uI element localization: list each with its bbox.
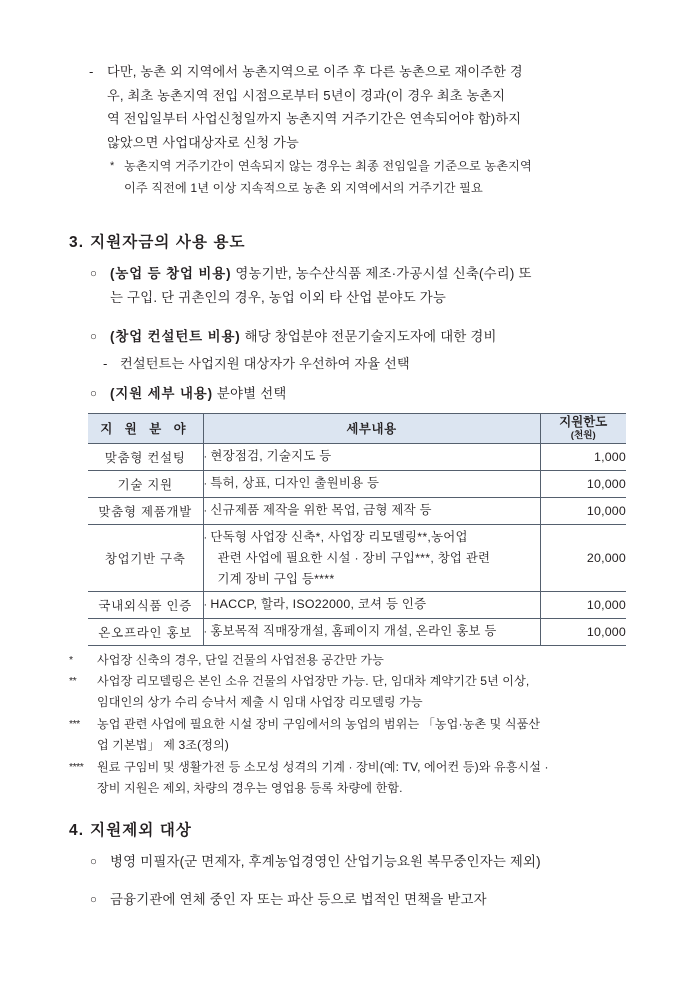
row-area: 맞춤형 컨설팅 <box>88 444 203 471</box>
row-detail-line: 특허, 상표, 디자인 출원비용 등 <box>210 476 380 491</box>
footnote-line: 임대인의 상가 수리 승낙서 제출 시 임대 사업장 리모델링 가능 <box>97 695 423 710</box>
row-detail <box>203 525 540 592</box>
dash-line-3: 역 전입일부터 사업신청일까지 농촌지역 거주기간은 연속되어야 함)하지 <box>107 111 522 126</box>
dash-marker: - <box>89 64 94 79</box>
bullet-text-exclusion-military: 병영 미필자(군 면제자, 후계농업경영인 산업기능요원 복무중인자는 제외) <box>110 854 541 869</box>
row-detail-line: 신규제품 제작을 위한 목업, 금형 제작 등 <box>210 503 432 518</box>
circle-bullet-icon: ○ <box>90 388 98 400</box>
footnote-marker: *** <box>69 718 80 730</box>
dash-line-2: 우, 최초 농촌지역 전입 시점으로부터 5년이 경과(이 경우 최초 농촌지 <box>107 87 506 103</box>
dash-line-1: 다만, 농촌 외 지역에서 농촌지역으로 이주 후 다른 농촌으로 재이주한 경 <box>107 64 523 79</box>
star-note-residency <box>110 156 640 199</box>
row-detail <box>203 498 540 525</box>
bullet-consultant-cost <box>90 325 639 349</box>
bullet-startup-cost <box>90 262 639 310</box>
bullet-label-consultant-cost: (창업 컨설턴트 비용) <box>110 329 241 344</box>
table-header-limit-unit: (천원) <box>570 429 596 441</box>
table-header-detail: 세부내용 <box>203 414 540 444</box>
row-amount: 10,000 <box>540 498 626 525</box>
footnote-line: 사업장 리모델링은 본인 소유 건물의 사업장만 가능. 단, 임대차 계약기간 5년 이상, <box>97 674 530 688</box>
footnote-3 <box>69 714 641 757</box>
table-row <box>88 444 626 471</box>
row-amount: 1,000 <box>540 444 626 471</box>
star-line-1: 농촌지역 거주기간이 연속되지 않는 경우는 최종 전임일을 기준으로 농촌지역 <box>124 159 532 173</box>
footnote-line: 장비 지원은 제외, 차량의 경우는 영업용 등록 차량에 한함. <box>97 781 403 796</box>
bullet-text-startup-cost-line-2: 는 구입. 단 귀촌인의 경우, 농업 이외 타 산업 분야도 가능 <box>110 290 447 305</box>
row-amount: 10,000 <box>540 471 626 498</box>
section-3-number: 3. <box>69 234 85 251</box>
bullet-exclusion-finance <box>90 888 639 912</box>
asterisk-marker: * <box>110 160 115 172</box>
detail-dot-icon: · <box>203 505 208 518</box>
bullet-text-support-detail: 분야별 선택 <box>216 386 287 401</box>
detail-dot-icon: · <box>203 478 208 491</box>
row-area: 창업기반 구축 <box>88 525 203 592</box>
row-amount: 10,000 <box>540 619 626 646</box>
table-row <box>88 619 626 646</box>
table-row <box>88 592 626 619</box>
row-area: 기술 지원 <box>88 471 203 498</box>
dash-line-4: 않았으면 사업대상자로 신청 가능 <box>107 134 299 150</box>
footnote-1 <box>69 650 639 671</box>
detail-dot-icon: · <box>203 626 208 639</box>
table-header-limit-main: 지원한도 <box>559 414 608 429</box>
row-detail-line: 홍보목적 직매장개설, 홈페이지 개설, 온라인 홍보 등 <box>210 624 497 639</box>
support-limit-table-wrap <box>88 413 626 646</box>
bullet-label-startup-cost: (농업 등 창업 비용) <box>110 266 232 281</box>
row-detail-line: 현장점검, 기술지도 등 <box>210 449 332 464</box>
row-amount: 20,000 <box>540 525 626 592</box>
row-detail <box>203 619 540 646</box>
star-line-2: 이주 직전에 1년 이상 지속적으로 농촌 외 지역에서의 거주기간 필요 <box>124 180 483 195</box>
bullet-support-detail <box>90 382 639 406</box>
footnote-marker: ** <box>69 675 77 687</box>
row-detail-line: HACCP, 할라, ISO22000, 코셔 등 인증 <box>210 597 427 612</box>
circle-bullet-icon: ○ <box>90 856 98 868</box>
dash-marker: - <box>103 356 108 371</box>
circle-bullet-icon: ○ <box>90 331 98 343</box>
support-limit-table <box>88 413 626 646</box>
detail-dot-icon: · <box>203 451 208 464</box>
footnote-marker: * <box>69 654 73 666</box>
table-row <box>88 471 626 498</box>
row-detail-line: 기계 장비 구입 등**** <box>217 571 335 586</box>
section-4-number: 4. <box>69 822 85 839</box>
bullet-exclusion-military <box>90 850 639 874</box>
footnote-line: 업 기본법」 제 3조(정의) <box>97 738 229 753</box>
row-area: 온오프라인 홍보 <box>88 619 203 646</box>
row-detail <box>203 471 540 498</box>
detail-dot-icon: · <box>203 531 208 544</box>
dash-paragraph-relocation <box>89 60 639 154</box>
detail-dot-icon: · <box>203 599 208 612</box>
row-area: 국내외식품 인증 <box>88 592 203 619</box>
section-4-heading <box>69 818 192 840</box>
table-row <box>88 525 626 592</box>
table-header-row <box>88 414 626 444</box>
footnote-2 <box>69 671 639 714</box>
row-detail <box>203 444 540 471</box>
bullet-text-consultant-cost: 해당 창업분야 전문기술지도자에 대한 경비 <box>244 329 497 344</box>
sub-dash-text: 컨설턴트는 사업지원 대상자가 우선하여 자율 선택 <box>120 356 410 371</box>
table-row <box>88 498 626 525</box>
row-detail <box>203 592 540 619</box>
section-4-title: 지원제외 대상 <box>90 822 192 839</box>
circle-bullet-icon: ○ <box>90 268 98 280</box>
row-amount: 10,000 <box>540 592 626 619</box>
footnote-line: 농업 관련 사업에 필요한 시설 장비 구임에서의 농업의 범위는 「농업·농촌 및 식품산 <box>97 717 541 731</box>
circle-bullet-icon: ○ <box>90 894 98 906</box>
section-3-heading <box>69 230 246 252</box>
row-detail-line: 단독형 사업장 신축*, 사업장 리모델링**,농어업 <box>210 529 468 544</box>
bullet-text-startup-cost-line-1: 영농기반, 농수산식품 제조·가공시설 신축(수리) 또 <box>235 266 532 281</box>
footnote-marker: **** <box>69 761 84 773</box>
section-3-title: 지원자금의 사용 용도 <box>90 234 246 251</box>
bullet-label-support-detail: (지원 세부 내용) <box>110 386 213 401</box>
footnote-4 <box>69 757 641 800</box>
footnote-line: 사업장 신축의 경우, 단일 건물의 사업전용 공간만 가능 <box>97 653 384 667</box>
footnote-line: 원료 구임비 및 생활가전 등 소모성 성격의 기계 · 장비(예: TV, 에어컨 등)와 유흥시설 · <box>97 760 549 774</box>
bullet-text-exclusion-finance: 금융기관에 연체 중인 자 또는 파산 등으로 법적인 면책을 받고자 <box>110 892 487 907</box>
sub-dash-consultant-selection <box>103 352 639 376</box>
row-area: 맞춤형 제품개발 <box>88 498 203 525</box>
row-detail-line: 관련 사업에 필요한 시설 · 장비 구입***, 창업 관련 <box>217 551 491 566</box>
table-header-limit <box>540 414 626 444</box>
table-header-area: 지 원 분 야 <box>88 414 203 444</box>
